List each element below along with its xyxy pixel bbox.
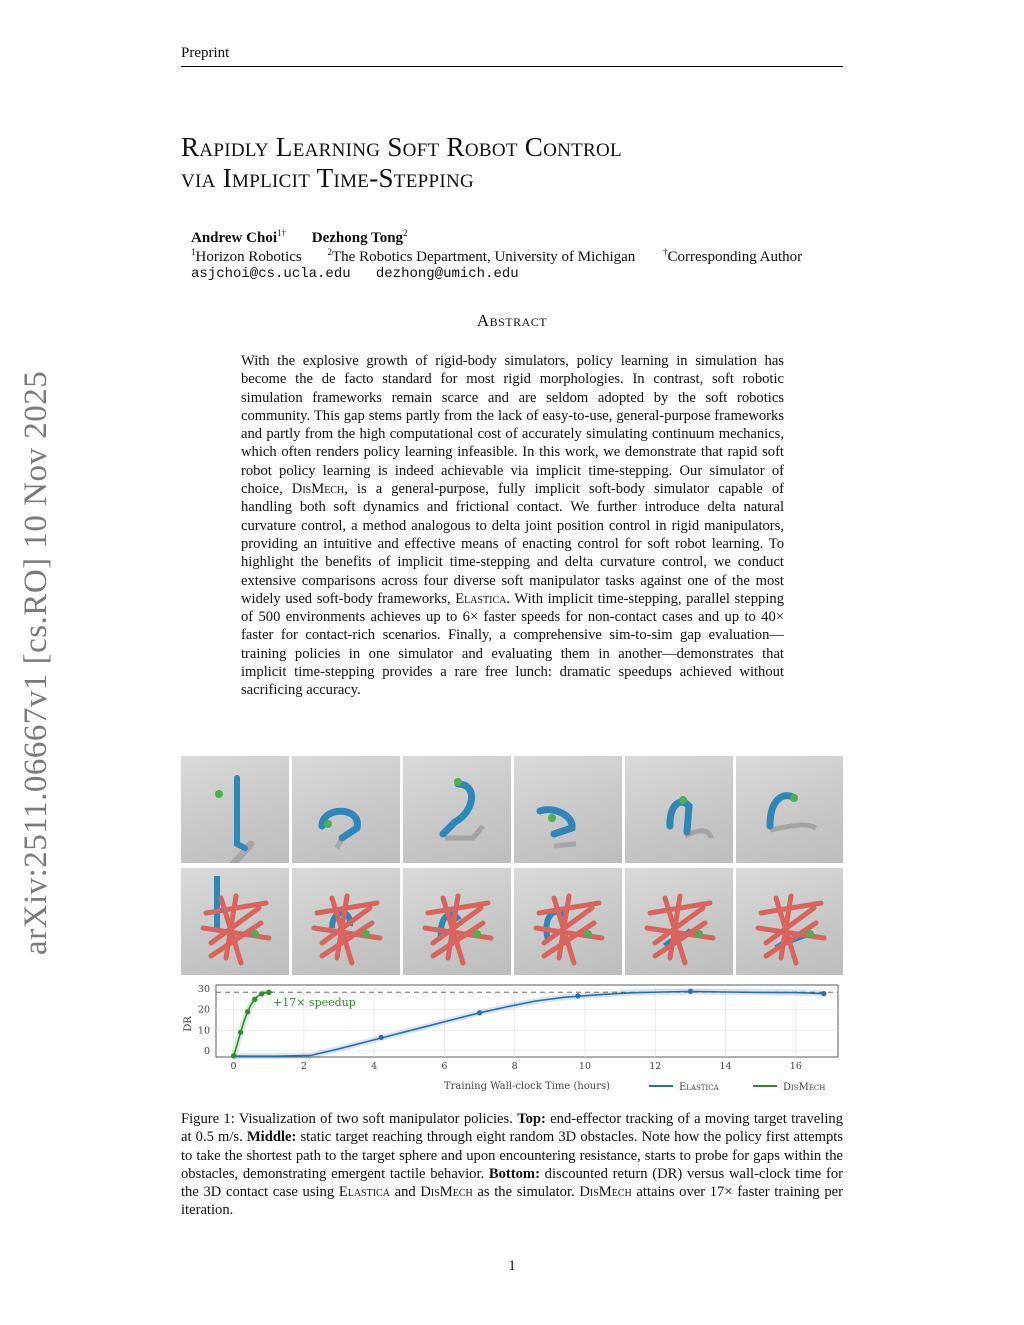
abstract-dismech: DisMech	[291, 481, 345, 498]
series-point-dismech	[266, 990, 271, 995]
obstacle-render	[514, 868, 622, 975]
obstacle-render	[625, 868, 733, 975]
x-tick-label: 8	[511, 1061, 518, 1072]
caption-dismech: DisMech	[420, 1184, 473, 1201]
y-tick-label: 0	[203, 1045, 210, 1057]
arxiv-sidebar-stamp[interactable]: arXiv:2511.06667v1 [cs.RO] 10 Nov 2025	[18, 370, 54, 955]
email-2[interactable]: dezhong@umich.edu	[375, 266, 519, 282]
abstract-body	[241, 352, 784, 700]
caption-bottom-label: Bottom:	[488, 1165, 540, 1182]
affil-1-sup: 1	[191, 247, 196, 257]
figure-caption	[181, 1110, 843, 1220]
caption-top-label: Top:	[517, 1111, 546, 1127]
caption-intro: Visualization of two soft manipulator policies.	[234, 1111, 518, 1127]
y-tick-label: 30	[197, 984, 210, 996]
series-point-dismech	[245, 1009, 250, 1014]
middle-frame-5	[625, 868, 733, 975]
abstract-text-2: , is a general-purpose, fully implicit soft-body simulator capable of handling both soft dynamics and frictional contact. We further introduce delta natural curvature control, a method analogous to delta joint position control in rigid manipulators, providing an intuitive and effective means of enacting control for soft robot learning. To highlight the benefits of implicit time-stepping and delta curvature control, we conduct extensive comparisons across four diverse soft manipulator tasks against one of the most widely used soft-body frameworks,	[241, 481, 784, 607]
series-point-dismech	[259, 991, 264, 996]
affil-1: Horizon Robotics	[195, 249, 302, 265]
author-list	[191, 228, 408, 247]
y-tick-label: 20	[197, 1004, 210, 1016]
abstract-text-3: . With implicit time-stepping, parallel stepping of 500 environments achieves up to 6× faster speeds for non-contact cases and up to 40× faster for contact-rich scenarios. Finally, a comprehensive sim-to-sim gap evaluation—training policies in one simulator and evaluating them in another—demonstrates that implicit time-stepping provides a rare free lunch: dramatic speedups achieved without sacrificing accuracy.	[241, 590, 784, 699]
y-ticks	[198, 984, 210, 1057]
x-tick-label: 6	[441, 1061, 448, 1072]
y-tick-label: 10	[197, 1025, 210, 1037]
series-point-dismech	[252, 997, 257, 1002]
caption-middle-label: Middle:	[246, 1129, 297, 1146]
author-1-sup: 1†	[277, 228, 286, 238]
series-point-elastica	[821, 991, 826, 996]
legend	[649, 1082, 825, 1093]
x-tick-label: 2	[300, 1061, 307, 1072]
affil-3-sup: †	[663, 247, 668, 257]
affil-2: The Robotics Department, University of Michigan	[332, 249, 636, 265]
top-frame-6	[736, 756, 843, 863]
affil-3: Corresponding Author	[667, 249, 803, 265]
rod-render	[292, 756, 400, 863]
caption-bottom-text-3: as the simulator.	[472, 1184, 580, 1201]
abstract-elastica: Elastica	[455, 590, 507, 607]
series-point-elastica	[575, 993, 580, 998]
obstacle-render	[403, 868, 511, 975]
caption-middle-text: static target reaching through eight random 3D obstacles. Note how the policy first attempts to take the shortest path to the target sphere and upon encountering resistance, starts to probe for gaps within the obstacles, demonstrating emergent tactile behavior.	[181, 1129, 843, 1182]
affiliation-list	[191, 247, 802, 266]
x-tick-label: 12	[649, 1061, 662, 1072]
figure-image-grid	[181, 756, 843, 975]
series-point-elastica	[379, 1035, 384, 1040]
caption-elastica: Elastica	[338, 1184, 390, 1201]
series-point-elastica	[477, 1010, 482, 1015]
rod-render	[181, 756, 289, 863]
obstacle-render	[292, 868, 400, 975]
x-tick-label: 0	[230, 1061, 237, 1072]
email-list	[191, 266, 519, 282]
caption-top-text: end-effector tracking of a moving target traveling at 0.5 m/s.	[181, 1111, 843, 1146]
email-1[interactable]: asjchoi@cs.ucla.edu	[191, 266, 351, 282]
author-2-sup: 2	[403, 228, 408, 238]
top-frame-1	[181, 756, 289, 863]
page-number: 1	[508, 1258, 516, 1274]
middle-frame-6	[736, 868, 843, 975]
running-head: Preprint	[181, 45, 230, 61]
series-point-dismech	[231, 1053, 236, 1058]
obstacle-render	[736, 868, 843, 975]
caption-bottom-text-2: and	[389, 1184, 421, 1201]
x-tick-label: 4	[371, 1061, 378, 1072]
title-line-2: via Implicit Time-Stepping	[181, 163, 475, 193]
caption-label: Figure 1:	[181, 1111, 235, 1127]
legend-label-elastica: Elastica	[679, 1082, 719, 1093]
author-1: Andrew Choi	[191, 230, 277, 246]
title-line-1: Rapidly Learning Soft Robot Control	[181, 132, 622, 162]
y-axis-label: DR	[183, 1016, 194, 1032]
caption-dismech-2: DisMech	[579, 1184, 632, 1201]
middle-frame-1	[181, 868, 289, 975]
top-frame-5	[625, 756, 733, 863]
x-tick-label: 10	[578, 1061, 592, 1072]
affil-2-sup: 2	[327, 247, 332, 257]
x-axis-label: Training Wall-clock Time (hours)	[443, 1081, 611, 1092]
abstract-text-1: With the explosive growth of rigid-body simulators, policy learning in simulation has become the de facto standard for most rigid morphologies. In contrast, soft robotic simulation frameworks remain scarce and are seldom adopted by the soft robotics community. This gap stems partly from the lack of easy-to-use, general-purpose frameworks and partly from the high computational cost of accurately simulating continuum mechanics, which often renders policy learning infeasible. In this work, we demonstrate that rapid soft robot policy learning is indeed achievable via implicit time-stepping. Our simulator of choice,	[241, 353, 784, 498]
middle-frame-3	[403, 868, 511, 975]
dr-vs-time-chart	[181, 980, 843, 1098]
rod-render	[736, 756, 843, 863]
x-tick-label: 16	[789, 1061, 802, 1072]
rod-render	[403, 756, 511, 863]
legend-label-dismech: DisMech	[783, 1082, 826, 1093]
caption-bottom-text-1: discounted return (DR) versus wall-clock time for the 3D contact case using	[181, 1165, 843, 1201]
rod-render	[514, 756, 622, 863]
speedup-annotation: +17× speedup	[273, 996, 356, 1009]
top-frame-3	[403, 756, 511, 863]
obstacle-render	[181, 868, 289, 975]
middle-frame-4	[514, 868, 622, 975]
x-tick-label: 14	[719, 1061, 732, 1072]
caption-bottom-text-4: attains over 17× faster training per iteration.	[181, 1184, 843, 1219]
rod-render	[625, 756, 733, 863]
header-rule	[181, 66, 843, 67]
middle-frame-2	[292, 868, 400, 975]
author-2: Dezhong Tong	[311, 230, 404, 246]
paper-title	[181, 132, 861, 194]
top-frame-4	[514, 756, 622, 863]
top-frame-2	[292, 756, 400, 863]
series-point-dismech	[238, 1030, 243, 1035]
abstract-heading: Abstract	[476, 311, 548, 330]
series-point-elastica	[688, 989, 693, 994]
x-ticks	[231, 1061, 802, 1072]
